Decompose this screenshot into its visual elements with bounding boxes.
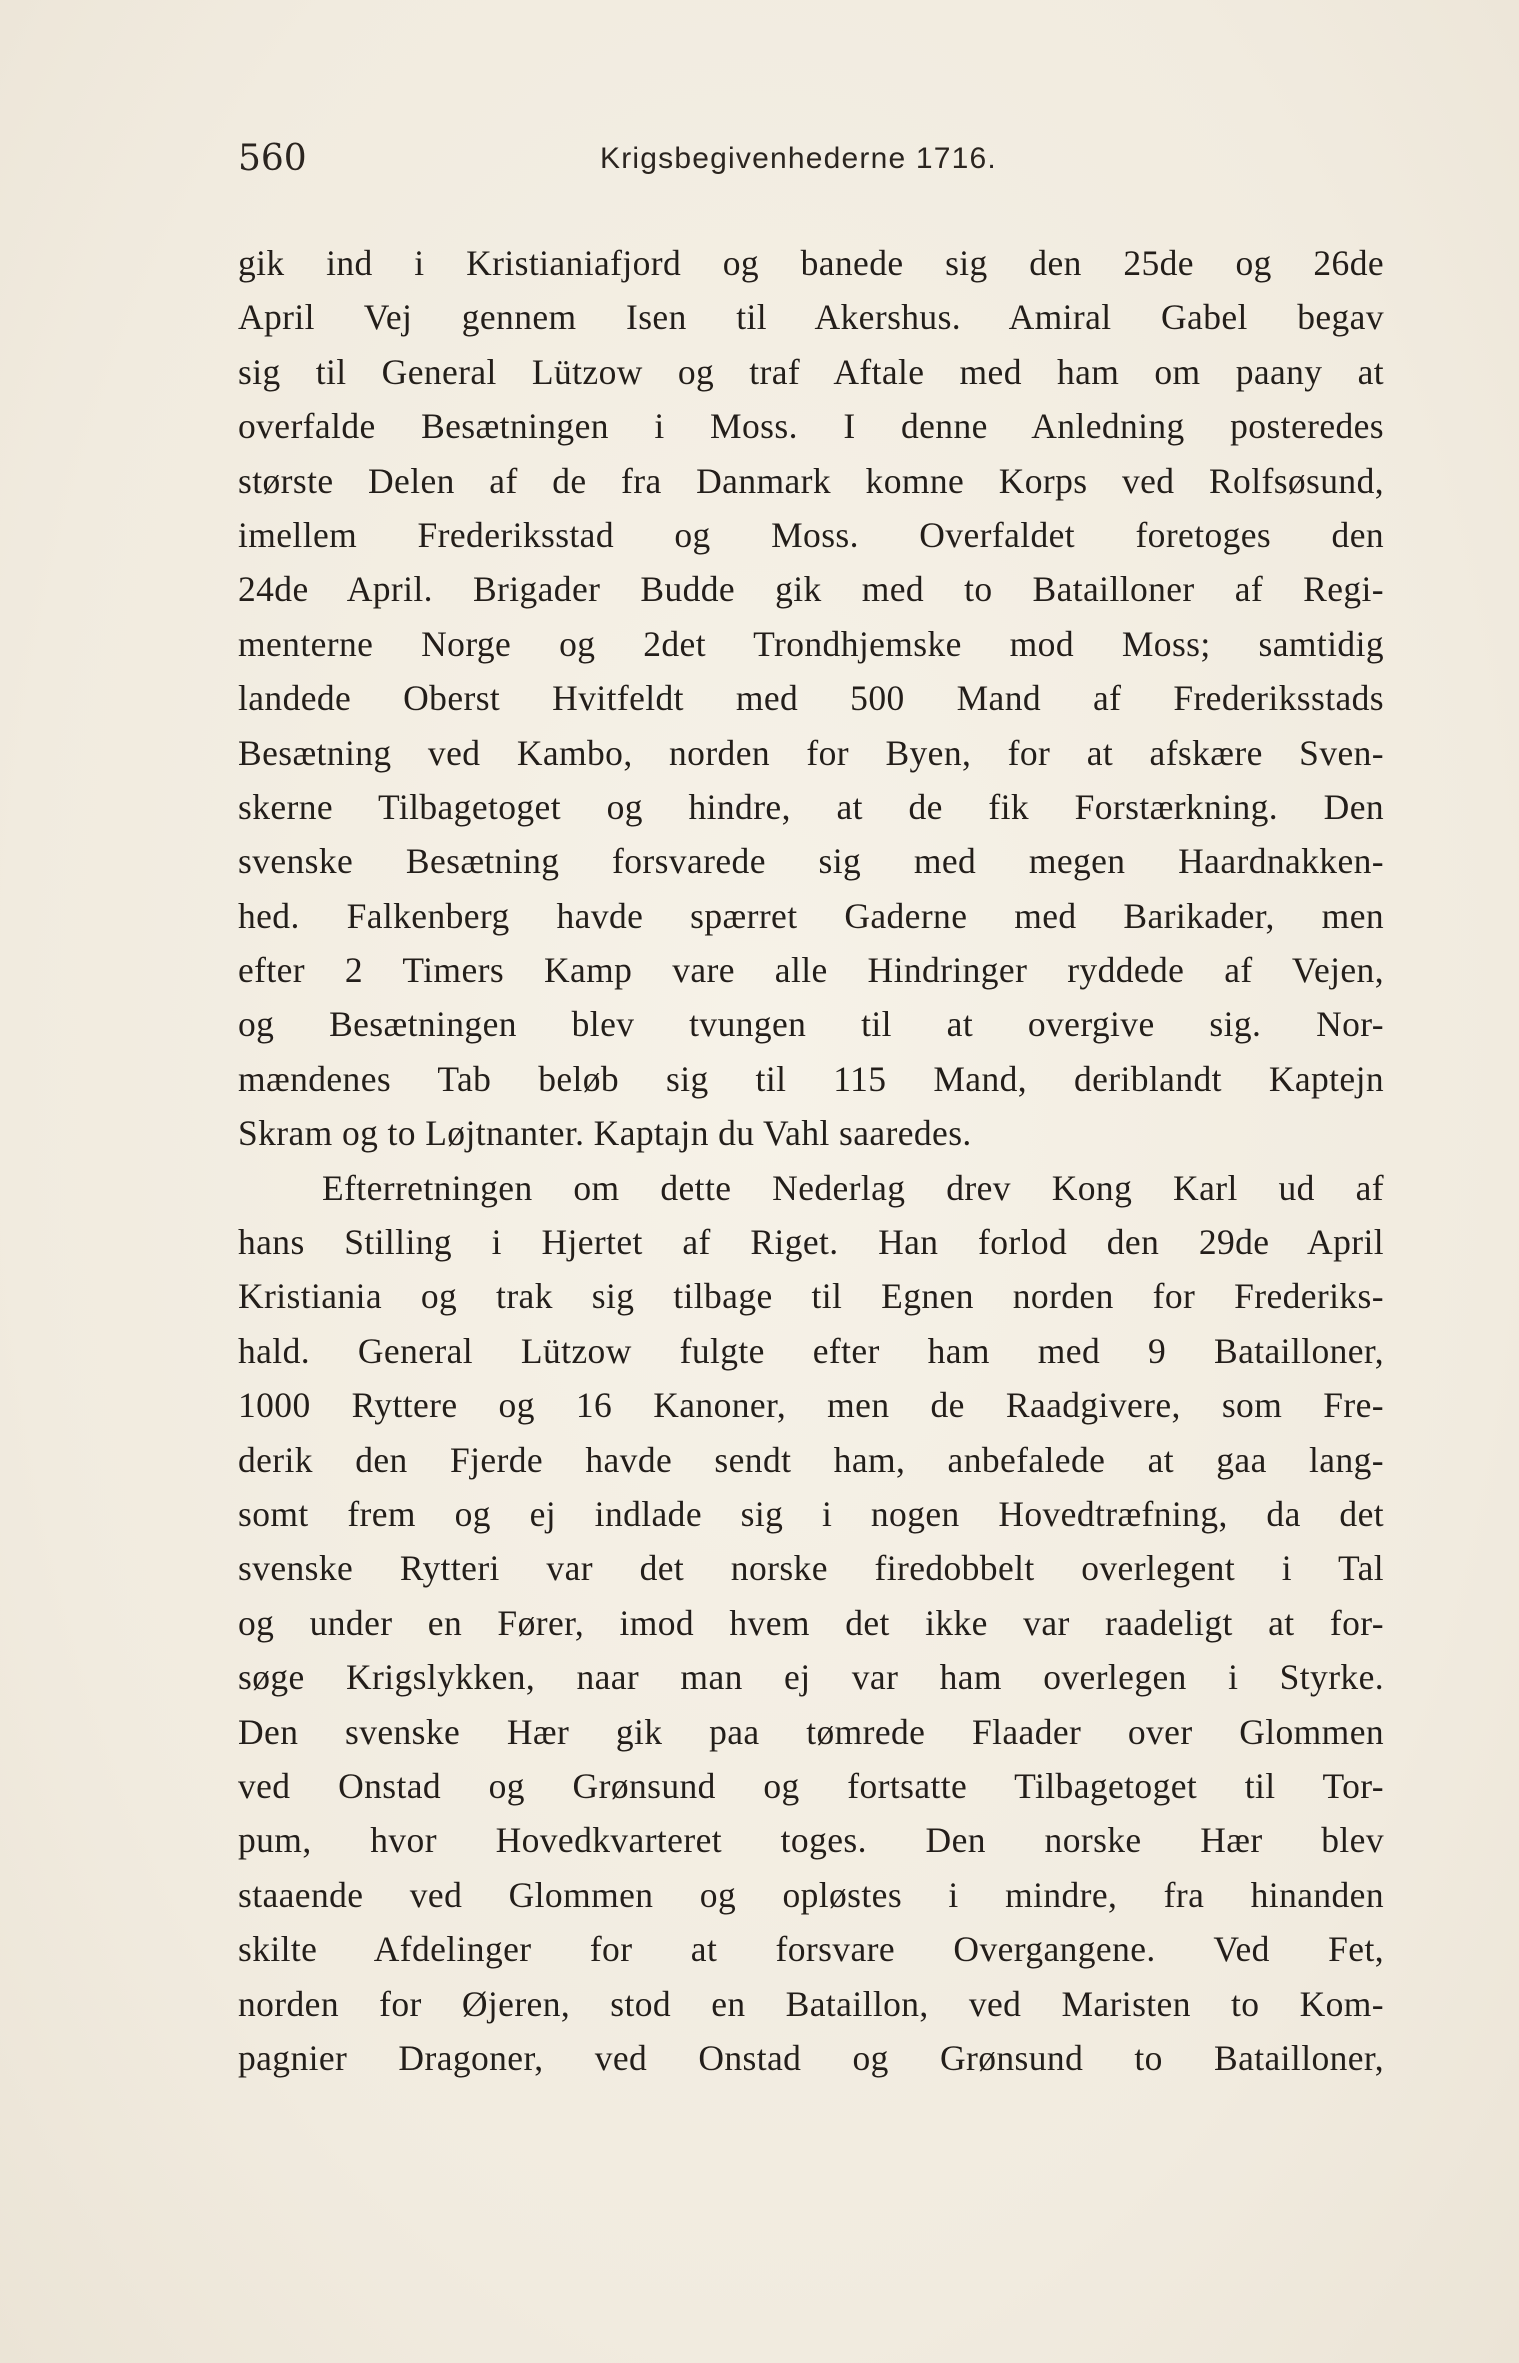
text-line: 1000 Ryttere og 16 Kanoner, men de Raadgivere, som Fre- (238, 1385, 1384, 1426)
text-line: skilte Afdelinger for at forsvare Overgangene. Ved Fet, (238, 1929, 1384, 1970)
text-line: derik den Fjerde havde sendt ham, anbefalede at gaa lang- (238, 1439, 1384, 1480)
text-line: Besætning ved Kambo, norden for Byen, for at afskære Sven- (238, 732, 1384, 773)
text-line: norden for Øjeren, stod en Bataillon, ved Maristen to Kom- (238, 1983, 1384, 2024)
text-line: hed. Falkenberg havde spærret Gaderne med Barikader, men (238, 895, 1384, 936)
text-line: og under en Fører, imod hvem det ikke var raadeligt at for- (238, 1602, 1384, 1643)
text-line: største Delen af de fra Danmark komne Korps ved Rolfsøsund, (238, 460, 1384, 501)
text-line: og Besætningen blev tvungen til at overgive sig. Nor- (238, 1004, 1384, 1045)
text-line: Den svenske Hær gik paa tømrede Flaader over Glommen (238, 1711, 1384, 1752)
text-line: pagnier Dragoner, ved Onstad og Grønsund to Batailloner, (238, 2037, 1384, 2078)
text-line: gik ind i Kristianiafjord og banede sig den 25de og 26de (238, 243, 1384, 283)
text-line: hald. General Lützow fulgte efter ham med 9 Batailloner, (238, 1330, 1384, 1371)
text-line: efter 2 Timers Kamp vare alle Hindringer ryddede af Vejen, (238, 950, 1384, 991)
page-header (238, 138, 1388, 188)
text-line: somt frem og ej indlade sig i nogen Hovedtræfning, da det (238, 1493, 1384, 1534)
body-text (238, 236, 1384, 2085)
running-title: Krigsbegivenhederne 1716. (600, 142, 997, 175)
text-line: Kristiania og trak sig tilbage til Egnen norden for Frederiks- (238, 1276, 1384, 1317)
text-line: 24de April. Brigader Budde gik med to Batailloner af Regi- (238, 569, 1384, 610)
text-line: skerne Tilbagetoget og hindre, at de fik Forstærkning. Den (238, 786, 1384, 827)
text-line: mændenes Tab beløb sig til 115 Mand, deriblandt Kaptejn (238, 1058, 1384, 1099)
text-line: ved Onstad og Grønsund og fortsatte Tilbagetoget til Tor- (238, 1765, 1384, 1806)
text-line: menterne Norge og 2det Trondhjemske mod Moss; samtidig (238, 623, 1384, 664)
text-line: søge Krigslykken, naar man ej var ham overlegen i Styrke. (238, 1657, 1384, 1698)
text-line: imellem Frederiksstad og Moss. Overfaldet foretoges den (238, 514, 1384, 555)
text-line: hans Stilling i Hjertet af Riget. Han forlod den 29de April (238, 1222, 1384, 1263)
text-line: Efterretningen om dette Nederlag drev Kong Karl ud af (322, 1167, 1384, 1208)
text-line: Skram og to Løjtnanter. Kaptajn du Vahl saaredes. (238, 1113, 972, 1154)
text-line: landede Oberst Hvitfeldt med 500 Mand af Frederiksstads (238, 678, 1384, 719)
text-line: overfalde Besætningen i Moss. I denne Anledning posteredes (238, 406, 1384, 447)
text-line: staaende ved Glommen og opløstes i mindre, fra hinanden (238, 1874, 1384, 1915)
text-line: pum, hvor Hovedkvarteret toges. Den norske Hær blev (238, 1820, 1384, 1861)
text-line: svenske Rytteri var det norske firedobbelt overlegent i Tal (238, 1548, 1384, 1589)
text-line: svenske Besætning forsvarede sig med megen Haardnakken- (238, 841, 1384, 882)
text-line: April Vej gennem Isen til Akershus. Amiral Gabel begav (238, 297, 1384, 338)
page-number: 560 (238, 138, 307, 179)
text-line: sig til General Lützow og traf Aftale med ham om paany at (238, 351, 1384, 392)
